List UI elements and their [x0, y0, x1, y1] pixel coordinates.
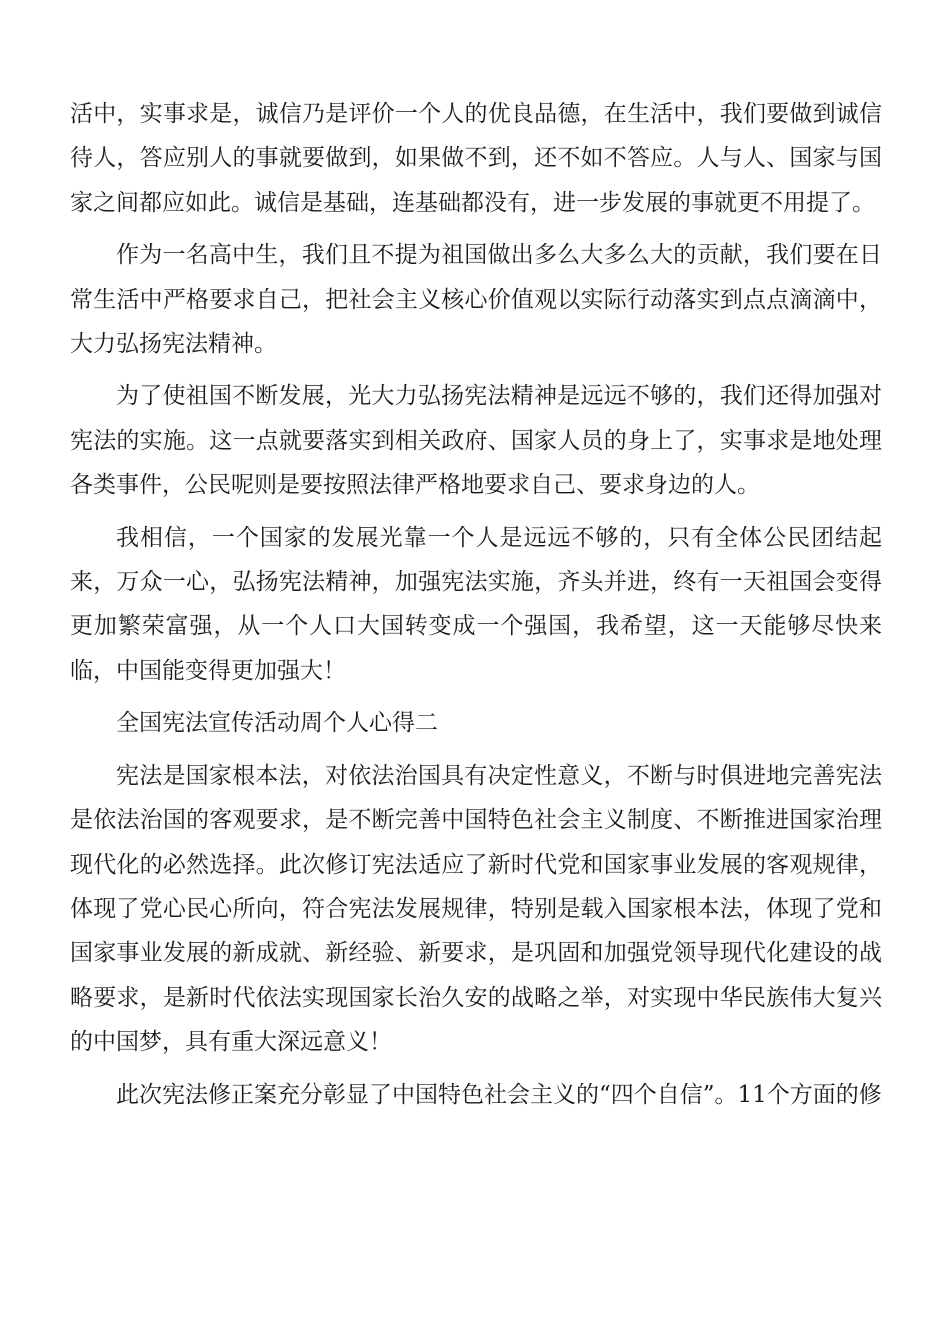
paragraph-high-school-student: 作为一名高中生，我们且不提为祖国做出多么大多么大的贡献，我们要在日常生活中严格要求自己，把社会主义核心价值观以实际行动落实到点点滴滴中，大力弘扬宪法精神。	[70, 242, 882, 358]
paragraph-constitution-implementation: 为了使祖国不断发展，光大力弘扬宪法精神是远远不够的，我们还得加强对宪法的实施。这一点就要落实到相关政府、国家人员的身上了，实事求是地处理各类事件，公民呢则是要按照法律严格地要求自己、要求身边的人。	[70, 383, 882, 499]
section-heading: 全国宪法宣传活动周个人心得二	[116, 710, 438, 737]
paragraph-four-confidences: 此次宪法修正案充分彰显了中国特色社会主义的“四个自信”。11个方面的修	[116, 1081, 882, 1108]
paragraph-i-believe: 我相信，一个国家的发展光靠一个人是远远不够的，只有全体公民团结起来，万众一心，弘扬宪法精神，加强宪法实施，齐头并进，终有一天祖国会变得更加繁荣富强，从一个人口大国转变成一个强国，我希望，这一天能够尽快来临，中国能变得更加强大！	[70, 524, 882, 684]
document-page	[70, 92, 882, 1125]
paragraph-continued: 活中，实事求是，诚信乃是评价一个人的优良品德，在生活中，我们要做到诚信待人，答应别人的事就要做到，如果做不到，还不如不答应。人与人、国家与国家之间都应如此。诚信是基础，连基础都没有，进一步发展的事就更不用提了。	[70, 101, 882, 216]
paragraph-fundamental-law: 宪法是国家根本法，对依法治国具有决定性意义，不断与时俱进地完善宪法是依法治国的客观要求，是不断完善中国特色社会主义制度、不断推进国家治理现代化的必然选择。此次修订宪法适应了新时代党和国家事业发展的客观规律，体现了党心民心所向，符合宪法发展规律，特别是载入国家根本法，体现了党和国家事业发展的新成就、新经验、新要求，是巩固和加强党领导现代化建设的战略要求，是新时代依法实现国家长治久安的战略之举，对实现中华民族伟大复兴的中国梦，具有重大深远意义！	[70, 762, 882, 1056]
